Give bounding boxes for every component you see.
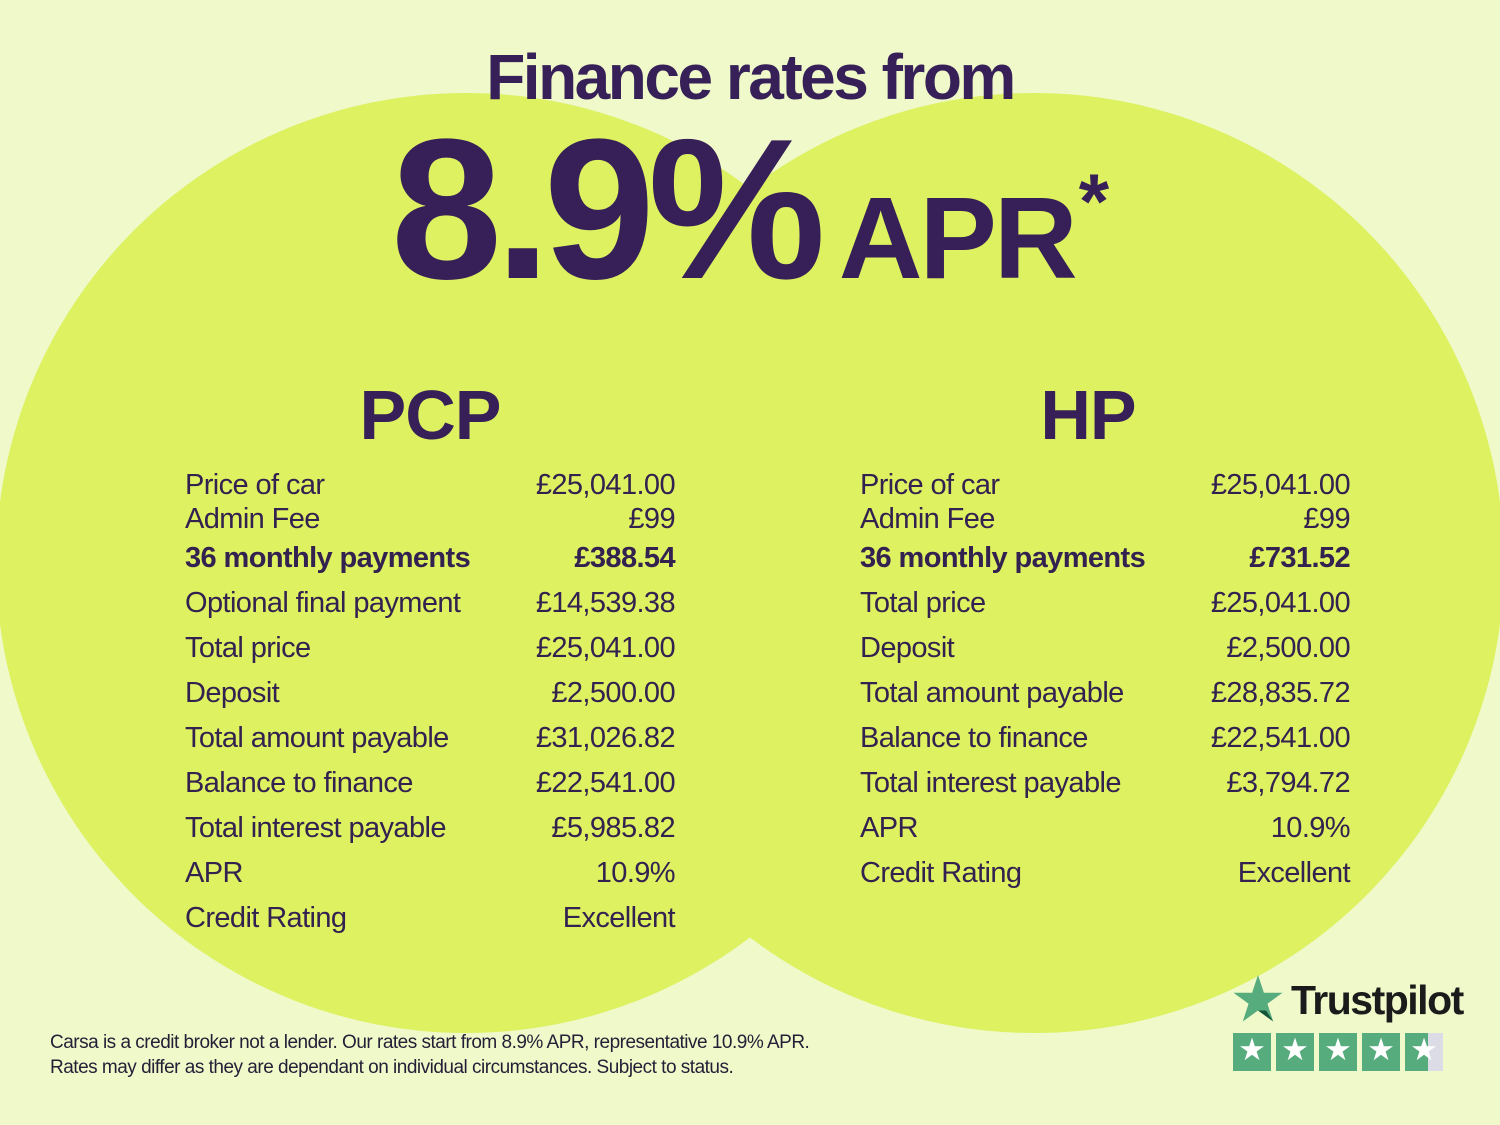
rating-star-3 xyxy=(1319,1033,1357,1071)
row-value: £14,539.38 xyxy=(535,587,675,619)
row-label: Credit Rating xyxy=(860,857,1022,889)
table-row xyxy=(860,806,1350,851)
headline-rate xyxy=(0,98,1500,321)
table-row xyxy=(860,761,1350,806)
table-row xyxy=(185,626,675,671)
row-value: £25,041.00 xyxy=(535,468,675,501)
row-value: £25,041.00 xyxy=(535,632,675,664)
rating-star-1 xyxy=(1233,1033,1271,1071)
row-value: £731.52 xyxy=(1249,542,1350,574)
row-label: 36 monthly payments xyxy=(860,542,1146,574)
row-label: Balance to finance xyxy=(185,767,413,799)
table-row xyxy=(860,581,1350,626)
rate-value: 8.9% xyxy=(390,98,819,321)
table-row xyxy=(860,626,1350,671)
row-value: £22,541.00 xyxy=(1210,722,1350,754)
row-value: £2,500.00 xyxy=(1226,632,1350,664)
table-row-monthly-payment xyxy=(860,536,1350,581)
row-value: £25,041.00 xyxy=(1210,468,1350,501)
star-icon: ★ xyxy=(1410,1032,1438,1068)
row-label: 36 monthly payments xyxy=(185,542,471,574)
trustpilot-rating-stars xyxy=(1233,1033,1463,1071)
row-label: APR xyxy=(860,812,918,844)
row-value: £388.54 xyxy=(574,542,675,574)
row-value: £25,041.00 xyxy=(1210,587,1350,619)
row-label: Optional final payment xyxy=(185,587,461,619)
row-value: £5,985.82 xyxy=(551,812,675,844)
row-label: Total interest payable xyxy=(185,812,446,844)
star-icon: ★ xyxy=(1324,1032,1352,1068)
row-value: £2,500.00 xyxy=(551,677,675,709)
disclaimer-line-2: Rates may differ as they are dependant on individual circumstances. Subject to status. xyxy=(50,1057,734,1078)
table-row xyxy=(185,806,675,851)
hp-column xyxy=(860,376,1350,896)
star-icon: ★ xyxy=(1238,1032,1266,1068)
table-row xyxy=(185,468,675,502)
rating-star-2 xyxy=(1276,1033,1314,1071)
footnote-asterisk: * xyxy=(1078,157,1110,245)
disclaimer-text xyxy=(50,1030,809,1080)
row-label: APR xyxy=(185,857,243,889)
star-icon: ★ xyxy=(1367,1032,1395,1068)
row-value: Excellent xyxy=(562,902,675,934)
row-label: Deposit xyxy=(860,632,955,664)
row-value: £28,835.72 xyxy=(1210,677,1350,709)
table-row xyxy=(185,502,675,536)
row-label: Total amount payable xyxy=(185,722,449,754)
table-row xyxy=(185,851,675,896)
trustpilot-widget xyxy=(1233,975,1463,1071)
row-value: 10.9% xyxy=(595,857,675,889)
table-row xyxy=(860,851,1350,896)
row-label: Price of car xyxy=(185,468,325,501)
pcp-column xyxy=(185,376,675,941)
rating-star-5 xyxy=(1405,1033,1443,1071)
row-value: Excellent xyxy=(1237,857,1350,889)
table-row xyxy=(860,502,1350,536)
row-value: £99 xyxy=(1303,502,1350,535)
star-icon: ★ xyxy=(1281,1032,1309,1068)
row-label: Admin Fee xyxy=(860,502,995,535)
row-label: Balance to finance xyxy=(860,722,1088,754)
table-row xyxy=(185,581,675,626)
row-label: Deposit xyxy=(185,677,280,709)
table-row-monthly-payment xyxy=(185,536,675,581)
table-row xyxy=(860,716,1350,761)
row-label: Credit Rating xyxy=(185,902,347,934)
row-label: Admin Fee xyxy=(185,502,320,535)
table-row xyxy=(185,716,675,761)
table-row xyxy=(185,671,675,716)
rating-star-4 xyxy=(1362,1033,1400,1071)
row-label: Total price xyxy=(185,632,311,664)
row-value: 10.9% xyxy=(1270,812,1350,844)
trustpilot-star-icon xyxy=(1233,975,1283,1025)
table-row xyxy=(860,468,1350,502)
row-label: Total price xyxy=(860,587,986,619)
disclaimer-line-1: Carsa is a credit broker not a lender. Our rates start from 8.9% APR, representative 10.9% APR. xyxy=(50,1032,810,1053)
page-title: Finance rates from xyxy=(486,41,1014,113)
table-row xyxy=(860,671,1350,716)
table-row xyxy=(185,896,675,941)
row-label: Total amount payable xyxy=(860,677,1124,709)
apr-label: APR xyxy=(838,173,1075,303)
trustpilot-brand-text: Trustpilot xyxy=(1291,976,1463,1023)
row-value: £22,541.00 xyxy=(535,767,675,799)
row-value: £3,794.72 xyxy=(1226,767,1350,799)
row-label: Total interest payable xyxy=(860,767,1121,799)
hp-title: HP xyxy=(1040,376,1136,454)
row-value: £31,026.82 xyxy=(535,722,675,754)
row-value: £99 xyxy=(628,502,675,535)
pcp-title: PCP xyxy=(359,376,501,454)
trustpilot-logo xyxy=(1233,975,1463,1025)
table-row xyxy=(185,761,675,806)
row-label: Price of car xyxy=(860,468,1000,501)
